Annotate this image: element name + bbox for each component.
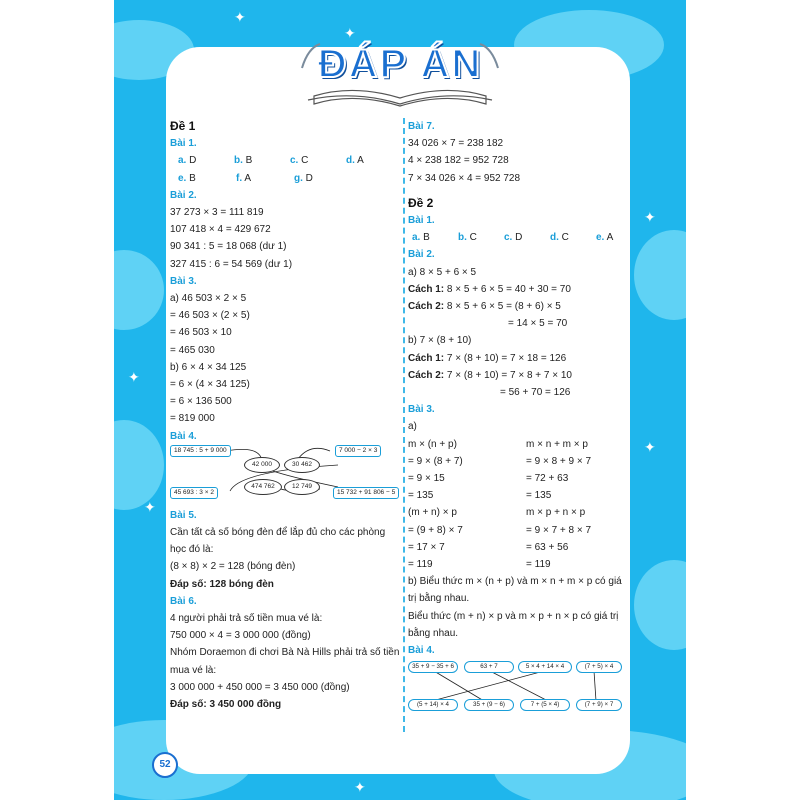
exercise-heading: Bài 1. [170,138,197,150]
page-number: 52 [152,752,178,778]
expression-pill: (7 + 5) × 4 [576,661,622,673]
text-line: mua vé là: [170,664,217,676]
text-line: = 119 [408,559,433,571]
text-line: học đó là: [170,544,214,556]
text-line: Cách 2: 7 × (8 + 10) = 7 × 8 + 7 × 10 [408,369,572,381]
text-line: 4 người phải trả số tiền mua vé là: [170,613,323,625]
work-column-left [408,436,526,574]
cloud-decoration [114,250,164,330]
expression-box: 7 000 − 2 × 3 [335,445,381,457]
result-oval: 30 462 [284,457,320,473]
expression-pill: 35 + (9 − 6) [464,699,514,711]
text-line: 4 × 238 182 = 952 728 [408,155,509,167]
text-line: Nhóm Doraemon đi chơi Bà Nà Hills phải trả số tiền [170,647,400,659]
star-icon: ✦ [644,209,656,225]
text-line: Biểu thức (m + n) × p và m × p + n × p có giá trị [408,610,619,622]
text-line: = 46 503 × (2 × 5) [170,310,250,322]
text-line: Cách 1: 8 × 5 + 6 × 5 = 40 + 30 = 70 [408,283,571,295]
expression-box: 18 745 : 5 + 9 000 [170,445,231,457]
text-line: b) Biểu thức m × (n + p) và m × n + m × p có giá [408,576,622,588]
expression-pill: 35 + 9 − 35 + 6 [408,661,458,673]
expression-pill: (5 + 14) × 4 [408,699,458,711]
exercise-heading: Bài 1. [408,215,435,227]
exercise-heading: Bài 7. [408,121,435,132]
text-line: = 14 × 5 = 70 [508,318,568,330]
answer-option: a. B [412,232,430,244]
result-oval: 12 749 [284,479,320,495]
text-line: = 17 × 7 [408,541,445,553]
section-heading: Đề 1 [170,119,196,133]
text-line: a) 8 × 5 + 6 × 5 [408,266,477,278]
matching-diagram [408,659,630,713]
text-line: 327 415 : 6 = 54 569 (dư 1) [170,258,293,270]
banner-title: ĐÁP ÁN [317,42,483,86]
star-icon: ✦ [144,499,156,515]
text-line: = 46 503 × 10 [170,327,232,339]
answer-option: c. D [504,232,523,244]
result-oval: 474 762 [244,479,282,495]
text-line: 34 026 × 7 = 238 182 [408,138,504,150]
text-line: (8 × 8) × 2 = 128 (bóng đèn) [170,561,296,573]
text-line: = 6 × (4 × 34 125) [170,379,250,391]
text-line: trị bằng nhau. [408,593,470,605]
section-heading: Đề 2 [408,195,434,210]
text-line: = 135 [408,490,434,502]
text-line: (m + n) × p [408,507,457,519]
text-line: b) 6 × 4 × 34 125 [170,361,247,373]
text-line: 3 000 000 + 450 000 = 3 450 000 (đồng) [170,681,350,693]
text-line: m × n + m × p [526,438,588,450]
text-line: Cách 1: 7 × (8 + 10) = 7 × 18 = 126 [408,352,567,364]
exercise-heading: Bài 5. [170,509,197,521]
cloud-decoration [114,420,164,510]
text-line: 7 × 34 026 × 4 = 952 728 [408,172,521,184]
text-line: = 9 × 7 + 8 × 7 [526,524,592,536]
expression-pill: 5 × 4 + 14 × 4 [518,661,572,673]
answer-option: b. B [234,155,253,167]
text-line: = 9 × (8 + 7) [408,455,463,467]
cloud-decoration [634,560,686,650]
answer-option: b. C [458,232,477,244]
text-line: Cách 2: 8 × 5 + 6 × 5 = (8 + 6) × 5 [408,301,561,313]
exercise-heading: Bài 3. [408,404,435,416]
answer-row [170,152,402,169]
text-line: a) 46 503 × 2 × 5 [170,293,247,305]
answer-option: c. C [290,155,309,167]
text-line: a) [408,421,417,433]
text-line: = 135 [526,490,552,502]
expression-pill: 63 + 7 [464,661,514,673]
final-answer: Đáp số: 128 bóng đèn [170,578,274,590]
star-icon: ✦ [128,369,140,385]
answer-option: g. D [294,172,313,184]
star-icon: ✦ [234,9,246,25]
text-line: 107 418 × 4 = 429 672 [170,224,271,236]
expression-box: 15 732 + 91 806 − 5 [333,487,399,499]
text-line: 37 273 × 3 = 111 819 [170,207,264,219]
text-line: = 819 000 [170,413,215,425]
expression-pill: 7 + (5 × 4) [520,699,570,711]
text-line: = 465 030 [170,344,215,356]
text-line: m × (n + p) [408,438,457,450]
exercise-heading: Bài 2. [170,189,197,201]
answer-option: e. B [178,172,196,184]
star-icon: ✦ [344,25,356,41]
right-column [408,118,630,713]
answer-row [408,229,630,246]
star-icon: ✦ [644,439,656,455]
star-icon: ✦ [354,779,366,795]
two-column-work [408,436,630,574]
exercise-heading: Bài 6. [170,595,197,607]
answer-option: f. A [236,172,252,184]
text-line: m × p + n × p [526,507,586,519]
text-line: = 9 × 8 + 9 × 7 [526,455,592,467]
result-oval: 42 000 [244,457,280,473]
text-line: b) 7 × (8 + 10) [408,335,472,347]
answer-option: d. C [550,232,569,244]
text-line: = 6 × 136 500 [170,396,232,408]
text-line: = 56 + 70 = 126 [500,387,571,399]
expression-pill: (7 + 9) × 7 [576,699,622,711]
text-line: = (9 + 8) × 7 [408,524,463,536]
exercise-heading: Bài 4. [408,645,435,657]
text-line: = 72 + 63 [526,473,569,485]
answer-option: d. A [346,155,364,167]
column-divider [403,118,405,732]
left-column [170,118,402,713]
matching-diagram [170,445,402,507]
text-line: 90 341 : 5 = 18 068 (dư 1) [170,241,287,253]
text-line: = 9 × 15 [408,473,445,485]
text-line: Cần tất cả số bóng đèn để lắp đủ cho các phòng [170,527,386,539]
exercise-heading: Bài 4. [170,430,197,442]
exercise-heading: Bài 3. [170,275,197,287]
title-banner [294,38,506,110]
page [114,0,686,800]
text-line: = 63 + 56 [526,541,569,553]
answer-row [170,170,402,187]
final-answer: Đáp số: 3 450 000 đồng [170,699,282,711]
work-column-right [526,436,630,574]
expression-box: 45 693 : 3 × 2 [170,487,218,499]
exercise-heading: Bài 2. [408,249,435,261]
answer-option: a. D [178,155,197,167]
cloud-decoration [634,230,686,320]
text-line: bằng nhau. [408,627,459,639]
text-line: 750 000 × 4 = 3 000 000 (đồng) [170,630,311,642]
text-line: = 119 [526,559,551,571]
answer-option: e. A [596,232,614,244]
